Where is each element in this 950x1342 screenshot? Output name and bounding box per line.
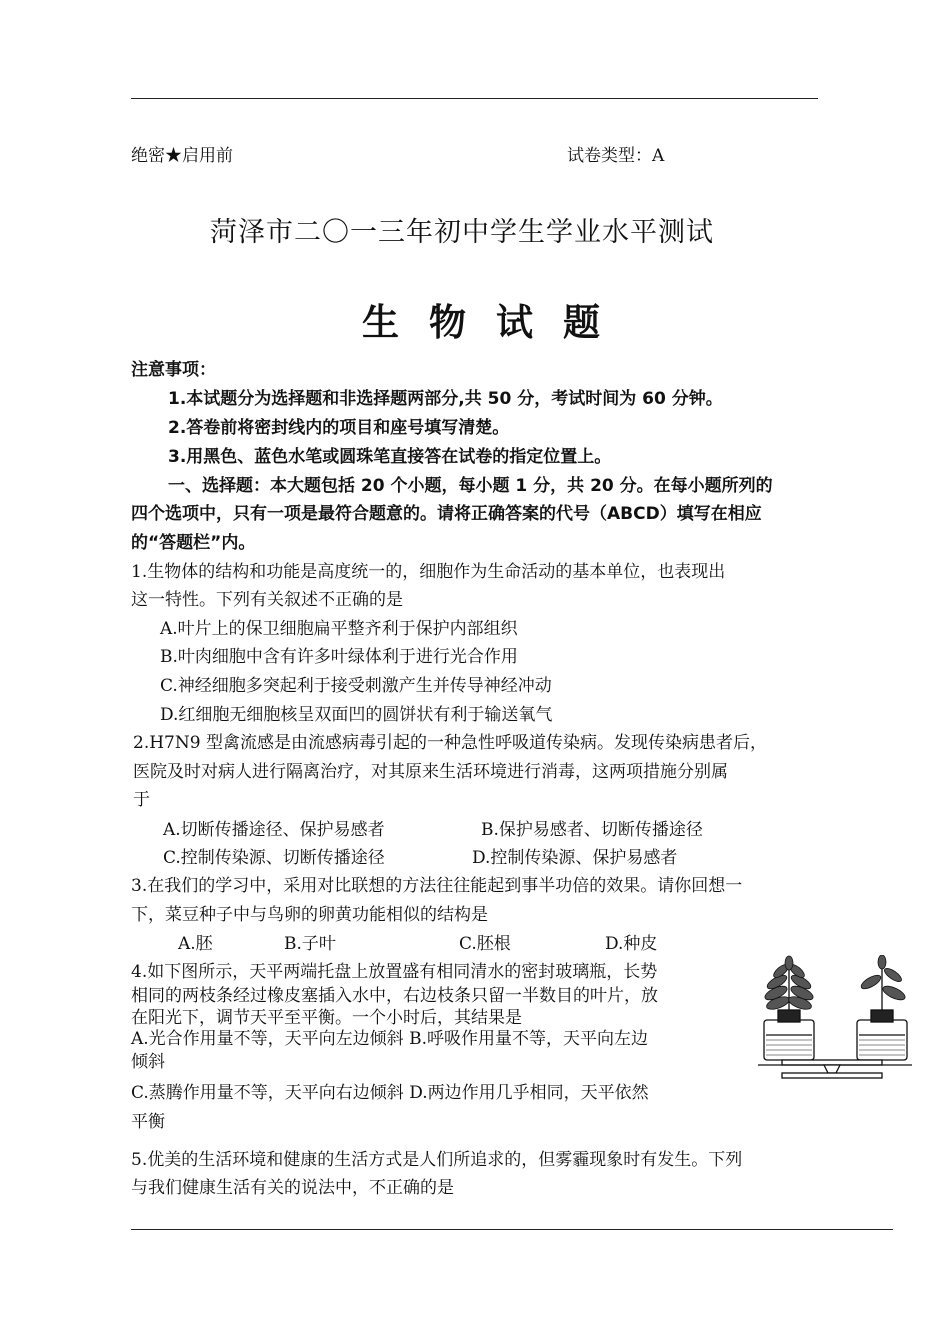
answer-option: B.叶肉细胞中含有许多叶绿体利于进行光合作用 [160,647,518,667]
balance-with-plants-icon [752,955,922,1085]
exam-title: 菏泽市二〇一三年初中学生学业水平测试 [210,217,714,248]
answer-option: C.控制传染源、切断传播途径 [163,848,385,868]
notice-heading: 注意事项： [131,360,216,380]
question-stem: 下，菜豆种子中与鸟卵的卵黄功能相似的结构是 [131,905,488,925]
section-line: 的“答题栏”内。 [131,533,256,553]
answer-option: D.红细胞无细胞核呈双面凹的圆饼状有利于输送氧气 [160,705,553,725]
question-stem: 医院及时对病人进行隔离治疗，对其原来生活环境进行消毒，这两项措施分别属 [133,762,728,782]
question-stem: 于 [133,790,150,810]
question-stem: 在阳光下，调节天平至平衡。一个小时后，其结果是 [131,1008,522,1028]
question-stem: 相同的两枝条经过橡皮塞插入水中，右边枝条只留一半数目的叶片，放 [131,986,658,1006]
bottom-rule [131,1229,893,1230]
section-line: 四个选项中，只有一项是最符合题意的。请将正确答案的代号（ABCD）填写在相应 [131,504,762,524]
question-stem: 4.如下图所示，天平两端托盘上放置盛有相同清水的密封玻璃瓶，长势 [131,962,658,982]
subject-char: 试 [496,301,533,344]
answer-option: D.控制传染源、保护易感者 [472,848,678,868]
subject-char: 题 [563,301,600,344]
top-rule [131,98,818,99]
subject-char: 物 [429,301,466,344]
confidential-label: 绝密★启用前 [131,146,233,166]
answer-option: A.叶片上的保卫细胞扁平整齐利于保护内部组织 [160,619,518,639]
question-stem: 2.H7N9 型禽流感是由流感病毒引起的一种急性呼吸道传染病。发现传染病患者后， [133,733,767,753]
question-stem: 这一特性。下列有关叙述不正确的是 [131,590,403,610]
subject-title [362,292,600,346]
answer-option: 平衡 [131,1112,165,1132]
answer-option: C.胚根 [459,934,511,954]
answer-option: B.子叶 [284,934,336,954]
subject-char: 生 [362,301,399,344]
question-stem: 与我们健康生活有关的说法中，不正确的是 [131,1178,454,1198]
section-line: 一、选择题：本大题包括 20 个小题，每小题 1 分，共 20 分。在每小题所列的 [168,476,773,496]
question-stem: 1.生物体的结构和功能是高度统一的，细胞作为生命活动的基本单位，也表现出 [131,562,726,582]
answer-option: C.神经细胞多突起利于接受刺激产生并传导神经冲动 [160,676,552,696]
answer-option: A.光合作用量不等，天平向左边倾斜 B.呼吸作用量不等，天平向左边 [131,1029,648,1049]
answer-option: B.保护易感者、切断传播途径 [481,820,703,840]
answer-option: A.胚 [178,934,213,954]
answer-option: D.种皮 [605,934,658,954]
answer-option: C.蒸腾作用量不等，天平向右边倾斜 D.两边作用几乎相同，天平依然 [131,1083,649,1103]
notice-item: 1.本试题分为选择题和非选择题两部分,共 50 分，考试时间为 60 分钟。 [168,389,723,409]
question-stem: 3.在我们的学习中，采用对比联想的方法往往能起到事半功倍的效果。请你回想一 [131,876,743,896]
notice-item: 2.答卷前将密封线内的项目和座号填写清楚。 [168,418,510,438]
question-stem: 5.优美的生活环境和健康的生活方式是人们所追求的，但雾霾现象时有发生。下列 [131,1150,743,1170]
answer-option: A.切断传播途径、保护易感者 [163,820,385,840]
answer-option: 倾斜 [131,1052,165,1072]
paper-type-label: 试卷类型：A [567,146,665,166]
notice-item: 3.用黑色、蓝色水笔或圆珠笔直接答在试卷的指定位置上。 [168,447,612,467]
